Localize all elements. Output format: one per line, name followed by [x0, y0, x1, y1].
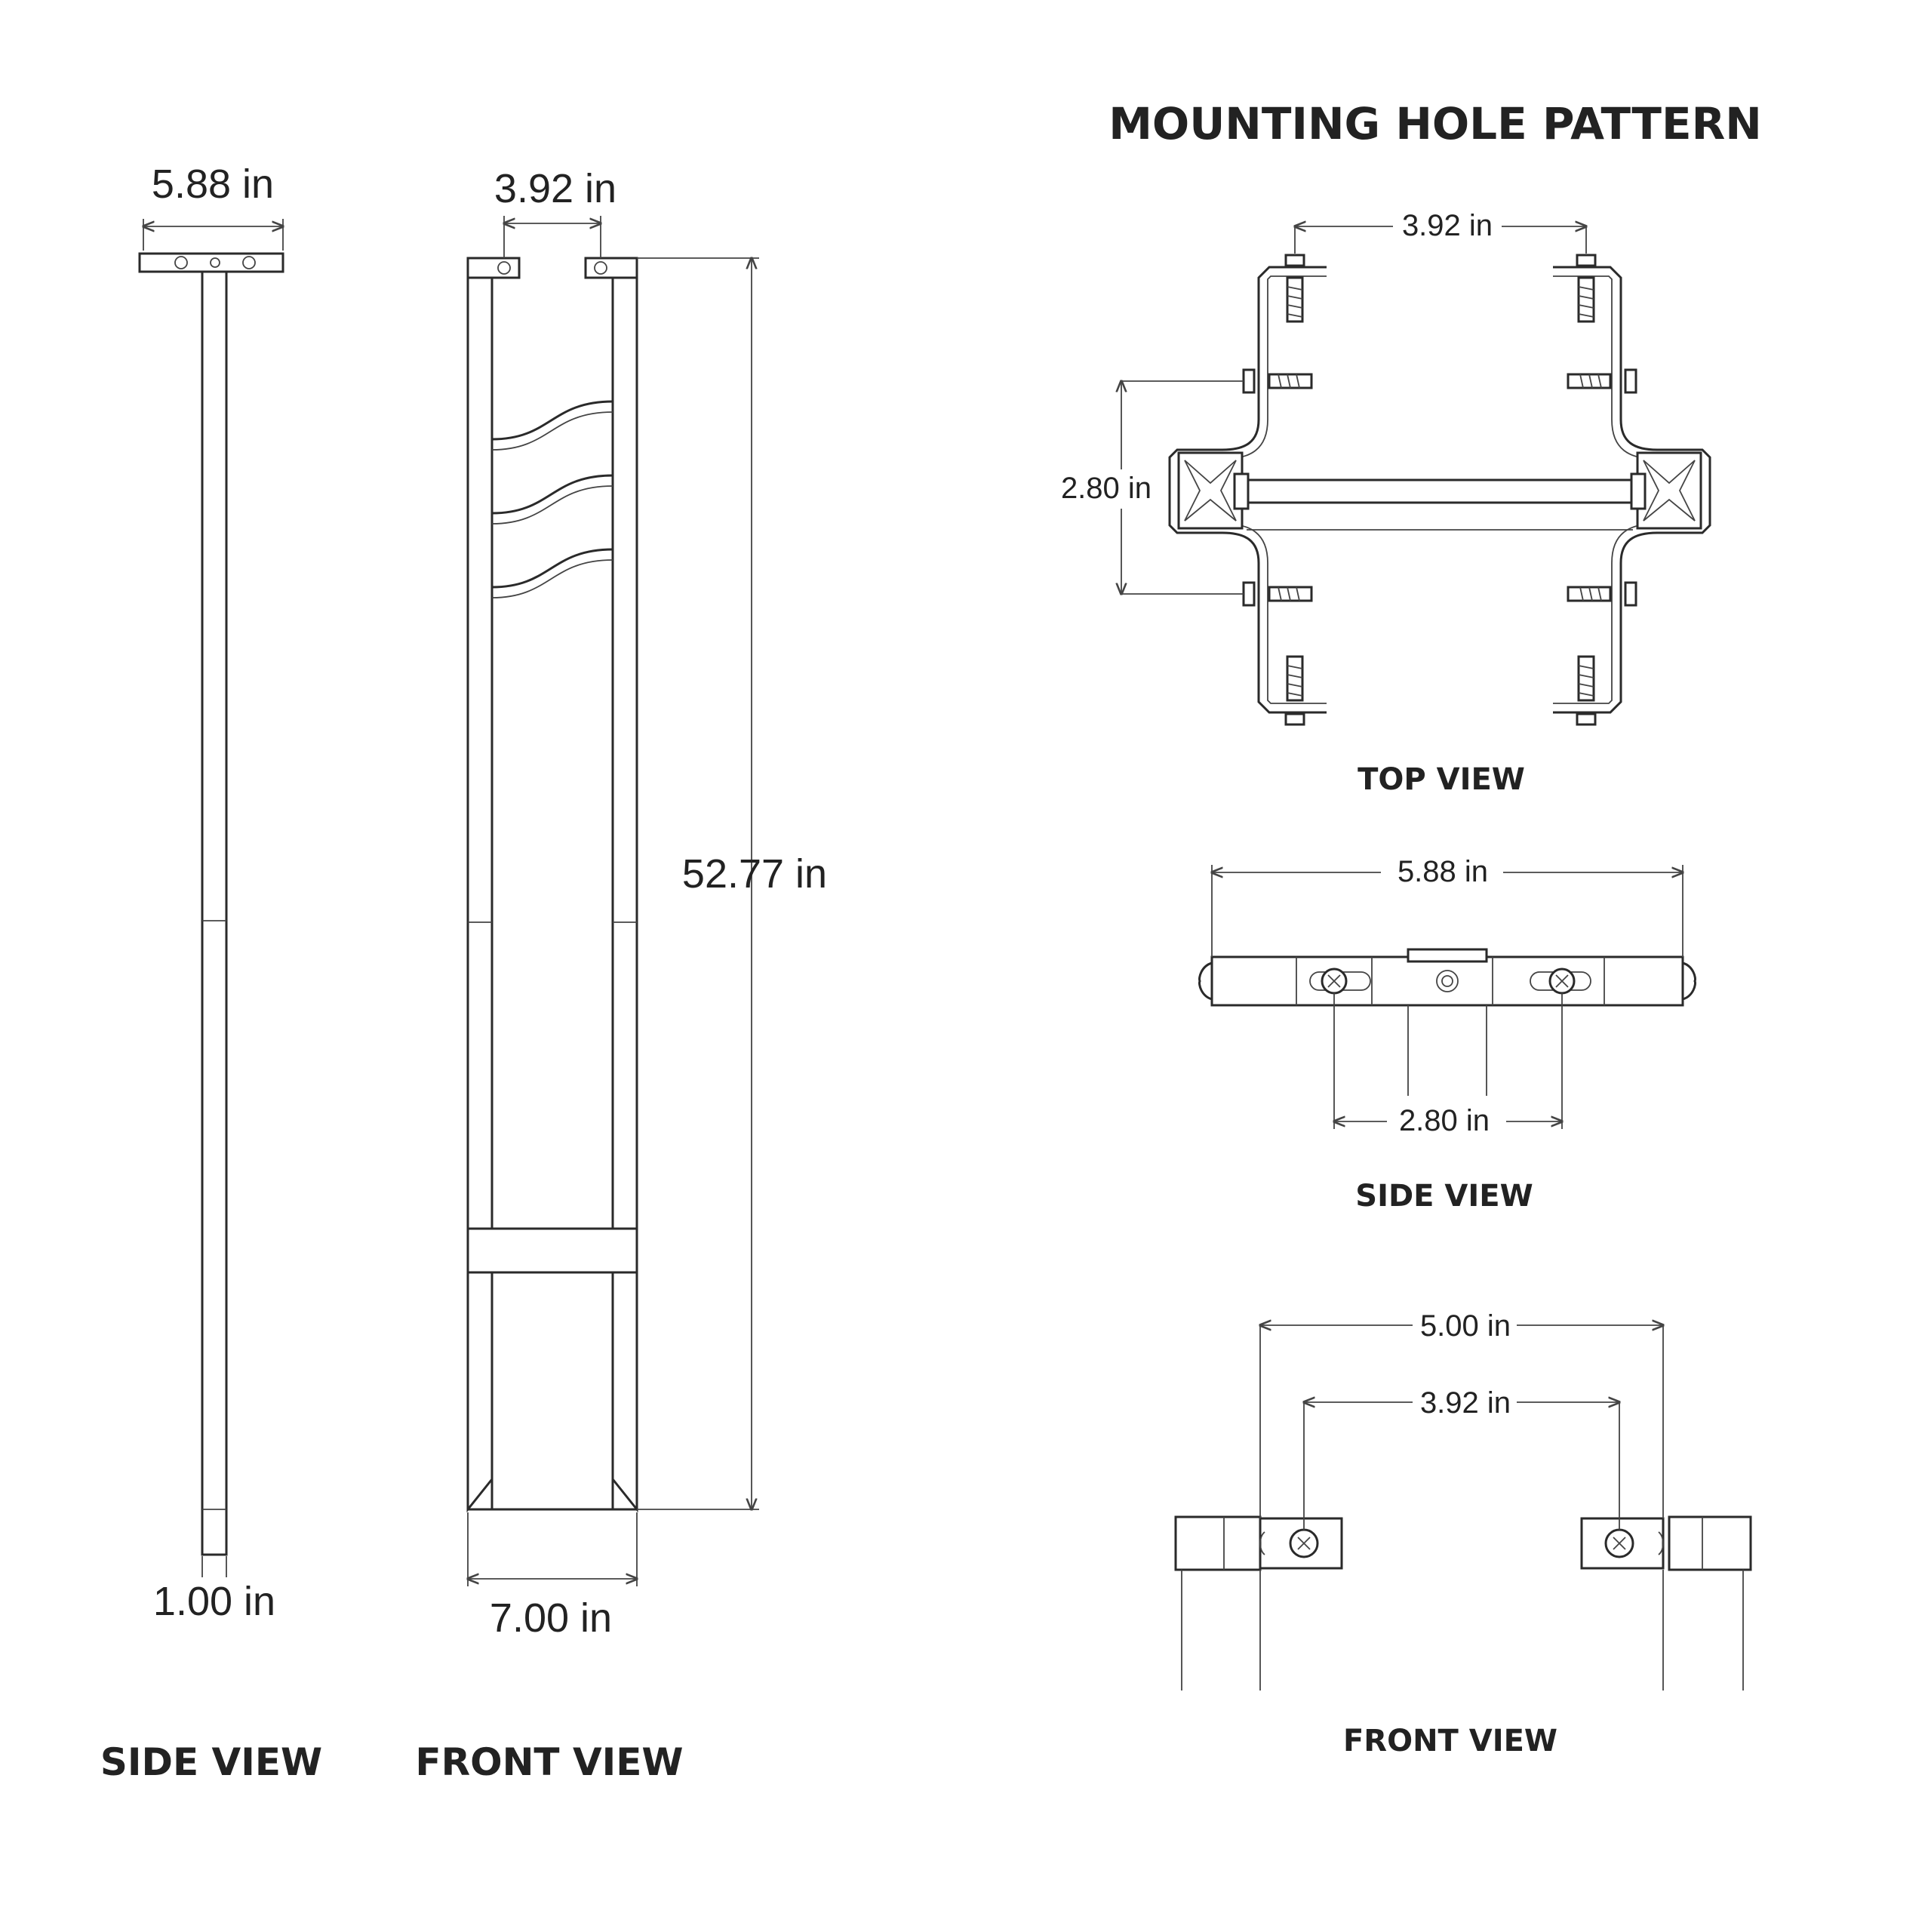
front-base-dim: 7.00 in — [489, 1595, 613, 1641]
mounting-pattern-title: MOUNTING HOLE PATTERN — [1108, 98, 1762, 149]
mhp-bolt-icon — [1568, 583, 1636, 605]
left-side-view — [100, 162, 322, 1784]
mhp-side-bracket — [1212, 957, 1683, 1005]
mhp-side-width-dim: 5.88 in — [1397, 855, 1489, 888]
mhp-bolt-icon — [1244, 583, 1311, 605]
mhp-bolt-icon — [1286, 657, 1304, 724]
mhp-front-outer-dim: 5.00 in — [1419, 1309, 1511, 1343]
mhp-bolt-icon — [1244, 370, 1311, 392]
mhp-front-inner-dim: 3.92 in — [1419, 1386, 1511, 1420]
mhp-front-right-clamp — [1669, 1517, 1751, 1570]
side-width-dim: 5.88 in — [151, 162, 275, 207]
side-view-bracket — [140, 254, 283, 272]
mhp-front-left-clamp — [1176, 1517, 1260, 1570]
side-view-label: SIDE VIEW — [100, 1740, 323, 1784]
mhp-top-view-label: TOP VIEW — [1358, 762, 1525, 797]
mhp-top-view — [1056, 209, 1710, 797]
mhp-cross-rod — [1247, 480, 1633, 503]
front-top-dim: 3.92 in — [494, 166, 617, 211]
side-view-post — [202, 272, 226, 1555]
front-right-clip — [586, 258, 637, 278]
side-post-dim: 1.00 in — [152, 1579, 276, 1624]
mhp-front-view — [1176, 1309, 1751, 1758]
front-rung — [492, 475, 613, 513]
front-cross-band — [468, 1229, 637, 1272]
mhp-top-height-dim: 2.80 in — [1060, 472, 1152, 505]
mhp-front-view-label: FRONT VIEW — [1342, 1724, 1558, 1758]
front-left-clip — [468, 258, 519, 278]
mhp-bolt-icon — [1577, 255, 1595, 321]
mhp-side-hole-dim: 2.80 in — [1398, 1104, 1490, 1137]
mhp-bolt-icon — [1577, 657, 1595, 724]
mhp-bolt-icon — [1568, 370, 1636, 392]
mhp-side-view — [1200, 855, 1696, 1214]
front-view-label: FRONT VIEW — [415, 1740, 684, 1784]
mhp-side-view-label: SIDE VIEW — [1355, 1179, 1533, 1214]
front-height-dim: 52.77 in — [681, 851, 828, 897]
front-rung — [492, 549, 613, 587]
front-rung — [492, 401, 613, 439]
left-front-view — [415, 166, 827, 1784]
mhp-top-width-dim: 3.92 in — [1401, 209, 1493, 242]
mhp-bolt-icon — [1286, 255, 1304, 321]
